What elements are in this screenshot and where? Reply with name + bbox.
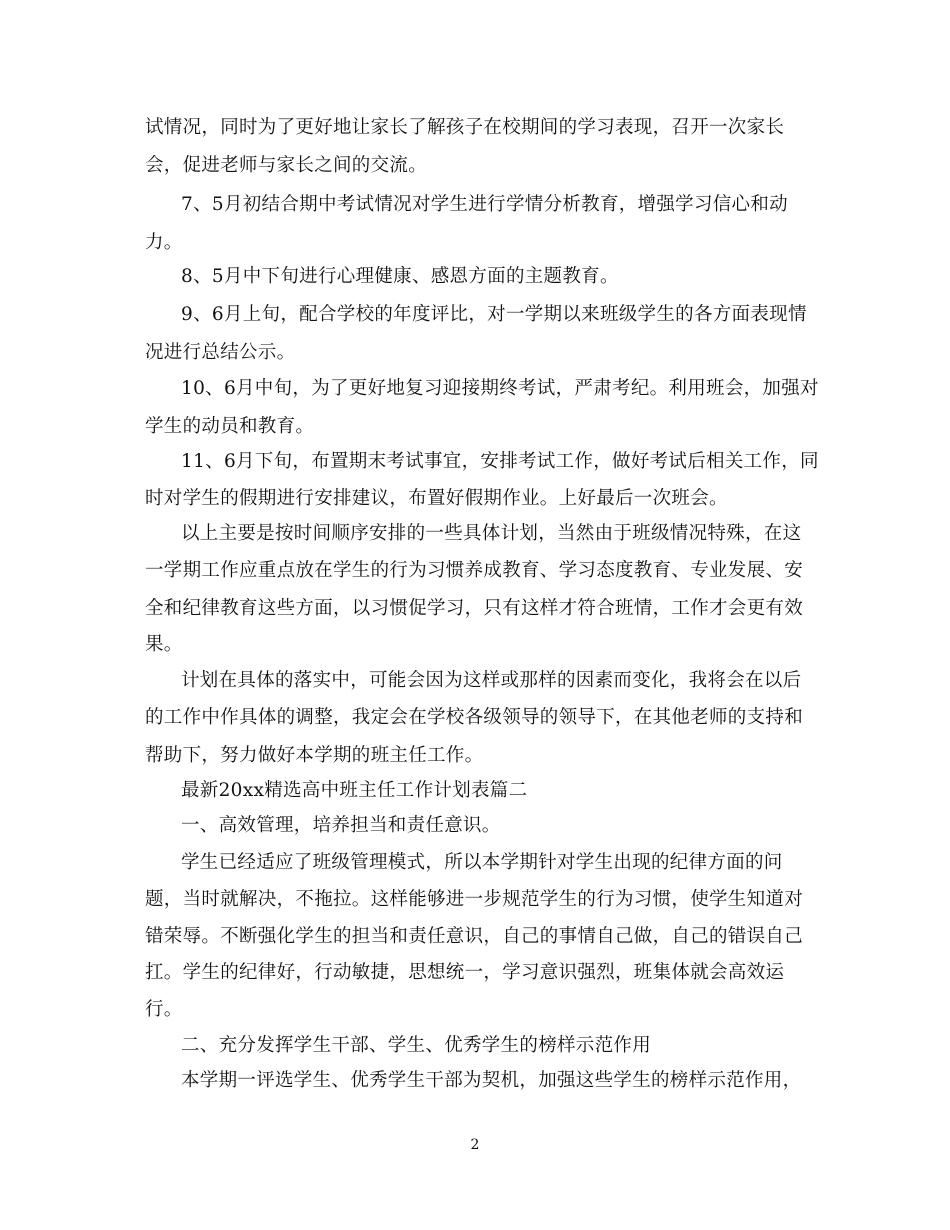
text-line: 以上主要是按时间顺序安排的一些具体计划，当然由于班级情况特殊，在这 <box>181 523 802 544</box>
text-line: 扛。学生的纪律好，行动敏捷，思想统一，学习意识强烈，班集体就会高效运 <box>145 962 785 983</box>
text-line: 果。 <box>145 634 183 655</box>
text-line: 的工作中作具体的调整，我定会在学校各级领导的领导下，在其他老师的支持和 <box>145 707 804 728</box>
text-line: 试情况，同时为了更好地让家长了解孩子在校期间的学习表现，召开一次家长 <box>145 117 785 138</box>
text-line: 全和纪律教育这些方面，以习惯促学习，只有这样才符合班情，工作才会更有效 <box>145 598 804 619</box>
subsection-heading: 一、高效管理，培养担当和责任意识。 <box>181 815 501 836</box>
text-line: 11、6月下旬，布置期末考试事宜，安排考试工作，做好考试后相关工作，同 <box>181 451 819 472</box>
text-line: 况进行总结公示。 <box>145 342 296 363</box>
text-line: 力。 <box>145 232 183 253</box>
text-line: 计划在具体的落实中，可能会因为这样或那样的因素而变化，我将会在以后 <box>181 670 802 691</box>
text-line: 题，当时就解决，不拖拉。这样能够进一步规范学生的行为习惯，使学生知道对 <box>145 889 804 910</box>
text-line: 一学期工作应重点放在学生的行为习惯养成教育、学习态度教育、专业发展、安 <box>145 560 804 581</box>
text-line: 行。 <box>145 999 183 1020</box>
page-number: 2 <box>470 1137 480 1153</box>
text-line: 学生的动员和教育。 <box>145 416 315 437</box>
text-line: 会，促进老师与家长之间的交流。 <box>145 155 428 176</box>
text-line: 8、5月中下旬进行心理健康、感恩方面的主题教育。 <box>181 266 619 287</box>
text-line: 学生已经适应了班级管理模式，所以本学期针对学生出现的纪律方面的问 <box>181 852 783 873</box>
section-heading: 最新20xx精选高中班主任工作计划表篇二 <box>181 780 528 801</box>
text-line: 9、6月上旬，配合学校的年度评比，对一学期以来班级学生的各方面表现情 <box>181 304 807 325</box>
text-line: 10、6月中旬，为了更好地复习迎接期终考试，严肃考纪。利用班会，加强对 <box>181 378 819 399</box>
text-line: 7、5月初结合期中考试情况对学生进行学情分析教育，增强学习信心和动 <box>181 194 788 215</box>
text-line: 帮助下，努力做好本学期的班主任工作。 <box>145 745 484 766</box>
text-line: 本学期一评选学生、优秀学生干部为契机，加强这些学生的榜样示范作用， <box>181 1070 802 1091</box>
subsection-heading: 二、充分发挥学生干部、学生、优秀学生的榜样示范作用 <box>181 1035 652 1056</box>
text-line: 错荣辱。不断强化学生的担当和责任意识，自己的事情自己做，自己的错误自己 <box>145 926 804 947</box>
text-line: 时对学生的假期进行安排建议，布置好假期作业。上好最后一次班会。 <box>145 488 728 509</box>
